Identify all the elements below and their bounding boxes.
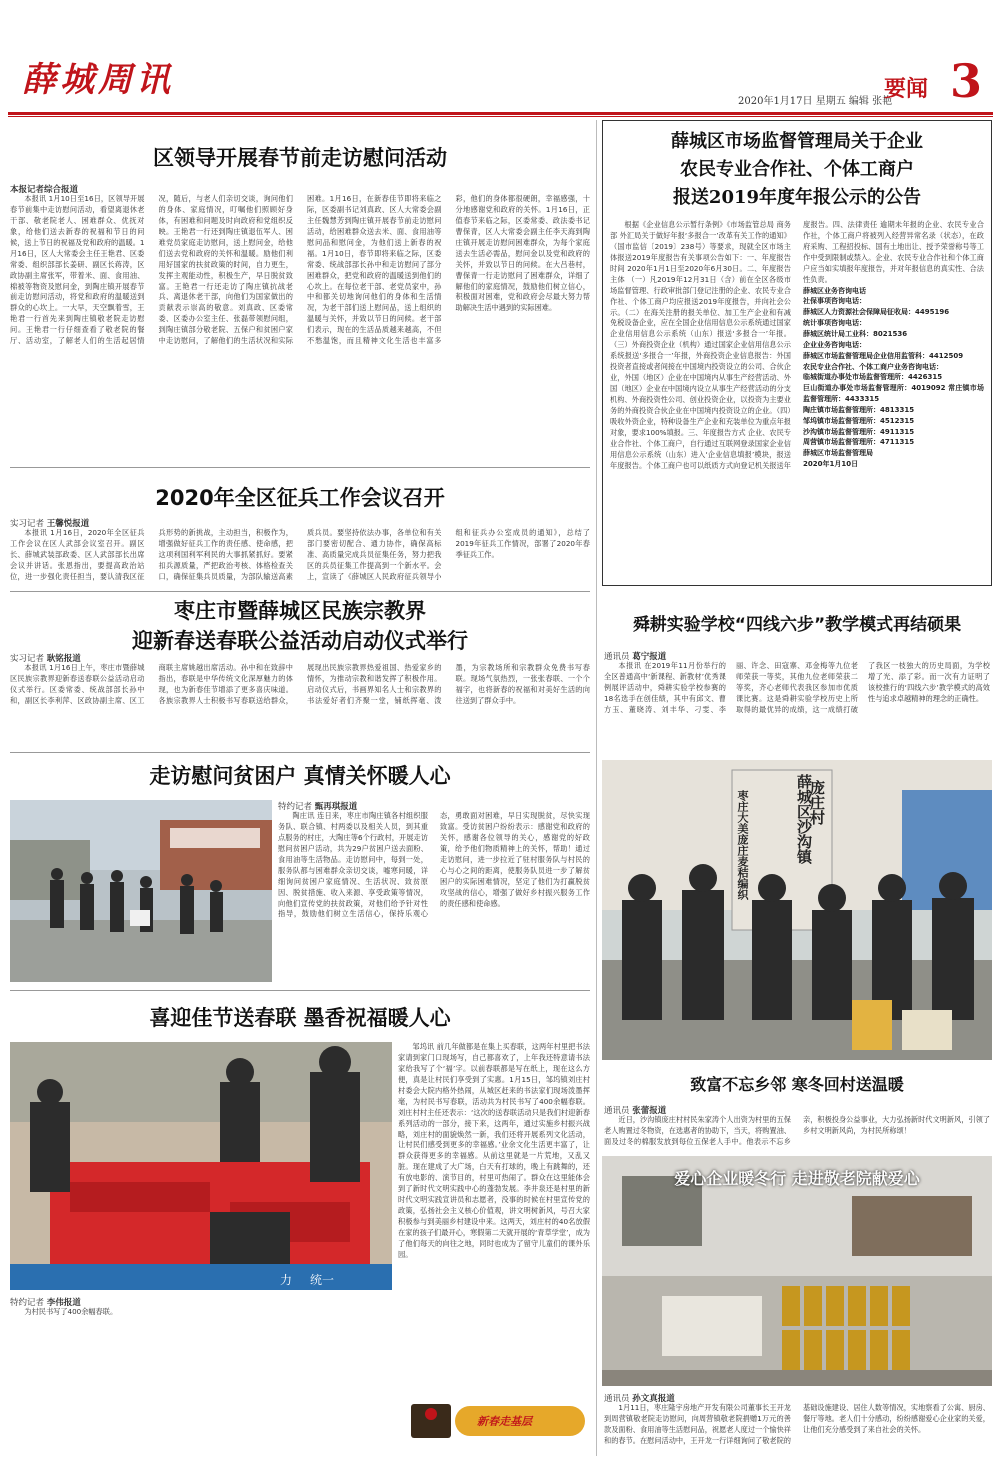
photo-banner-text-left: 力 [280, 1273, 293, 1287]
notice-contact-line: 薛城区市场监督管理局 [803, 449, 873, 458]
article2-headline: 2020年全区征兵工作会议召开 [155, 486, 445, 510]
article2-body-text: 本报讯 1月16日，2020年全区征兵工作会议在区人武部会议室召开。副区长、薛城武装部政委、区人武部部长出席会议并讲话。张恩指出，要提高政治站位，进一步强化责任担当，要认清我区征兵形势的新挑战，主动担当，积极作为，增强做好征兵工作的责任感、使命感，把这项利国利军利民的大事抓紧抓好。要紧扣兵源质量，严把政治考核、体格检查关口，确保征集兵员质量，为部队输送高素质兵员。要坚持依法办事，各单位和有关部门要密切配合、通力协作，确保高标准、高质量完成兵员征集任务，努力把我区的兵员征集工作提高到一个新水平。会上，宣读了《薛城区人民政府征兵领导小组和征兵办公室成员的通知》，总结了2019年征兵工作情况，部署了2020年春季征兵工作。 [10, 528, 590, 581]
article3-body [10, 663, 590, 745]
page-number: 3 [950, 54, 983, 108]
article7-body [604, 1115, 990, 1151]
notice-contact-line: 周营镇市场监督管理所：4711315 [803, 438, 915, 447]
article6-body-text: 本报讯 在2019年11月份举行的全区普通高中‘新课程、新教材’优秀课例展评活动中，舜耕实验学校参赛的18名选手在创佳绩，其中有邱文、曹方玉、董晓涛、刘丰华、刁雯、李丽、许念、田寇寨、邓金梅等九位老师荣获一等奖，其他九位老师荣获二等奖，齐心老师代表我区参加市优质课比赛。这是舜耕实验学校历史上所取得的最优异的成绩，这一成绩打破了我区一枝独大的历史局面，为学校增了光、添了彩。而一次有力证明了该校推行的‘四线六步’教学模式的高效性与追求卓越精神的理念的正确性。 [604, 661, 990, 714]
byline-name: 甄再琪报道 [314, 802, 358, 812]
article1-body-text: 本报讯 1月10日至16日，区领导开展春节前集中走访慰问活动，看望离退休老干部、敬老院老人、困难群众、优抚对象，给他们送去新春的祝福和节日的问候，送上节日的祝福及党和政府的温暖。1月16日，区人大常委会主任王艳君、区委常委、组织部部长姜研、副区长蒋涛，区政协副主席张军，带着米、面、食用油、棉被等物资及慰问金，到陶庄镇开展春节前走访慰问活动，将党和政府的温暖送到群众的心坎上。一大早，天空飘着雪，王艳君一行首先来到陶庄镇敬老院走访慰问。王艳君一行仔细查看了敬老院的餐厅、活动室，了解老人们的生活起居情况，随后，与老人们亲切交谈，询问他们的身体、家庭情况，叮嘱他们照顾好身体，有困难和问题及时向政府和党组织反映。王艳君一行还到陶庄镇退伍军人、困难党员家庭走访慰问，送上慰问金，给他们送去党和政府的关怀和温暖。励他们利用好国家的扶贫政策的时间，自力更生，发挥主观能动性，积极生产，早日脱贫致富。王艳君一行还走访了陶庄镇抗战老兵、离退休老干部，向他们为国家做出的贡献表示崇高的敬意。刘真政、区委常委、区委办公室主任、张磊带领慰问组，到陶庄镇部分敬老院、五保户和贫困户家中走访慰问，了解他们的生活状况和实际困难。1月16日，在新春佳节即将来临之际，区委副书记刘真政、区人大常委会副主任魏慧芳到陶庄镇开展春节前走访慰问活动，给困难群众送去米、面、食用油等慰问品和慰问金，为他们送上新春的祝福。1月10日，春节即将来临之际，区委常委、统战部部长孙中和走访慰问了部分困难群众，把党和政府的温暖送到他们的心坎上。在每位老干部、老党员家中，孙中和都关切地询问他们的身体和生活情况，为老干部们送上慰问品，送上组织的温暖与关怀，并致以节日的问候。老干部们表示，现在的生活品质越来越高，不但不愁温饱，而且精神文化生活也丰富多彩，他们的身体都很硬朗，幸福感强，十分地感谢党和政府的关怀。1月16日，正值春节来临之际，区委常委、政法委书记曹保青，区人大常委会副主任李天海到陶庄镇开展走访慰问困难群众，为每个家庭送去生活必需品，慰问金以及党和政府的关怀，并致以节日的问候。在大吕巷村，曹保青一行走访慰问了困难群众，详细了解他们的家庭情况，鼓励他们树立信心，积极面对困难，党和政府会尽最大努力帮助解决生活中遇到的实际困难。 [10, 194, 590, 346]
notice-contacts [803, 286, 984, 470]
byline-name: 孙文真报道 [632, 1394, 675, 1404]
divider [10, 591, 590, 592]
byline-label: 通讯员 [604, 652, 630, 662]
notice-title-line2: 农民专业合作社、个体工商户 [680, 158, 914, 180]
article8-body-text: 1月11日，枣庄隆宇房地产开发有限公司董事长王开龙到周营镇敬老院走访慰问，向周营镇敬老院捐赠1万元的善款及面粉、食用油等生活慰问品，祝愿老人度过一个愉快祥和的春节。在慰问活动中，王开龙一行详细询问了敬老院的基础设施建设、居住人数等情况，实地察看了公寓、厨房、餐厅等地。老人们十分感动，纷纷感谢爱心企业家的关爱，让他们充分感受到了来自社会的关怀。 [604, 1403, 990, 1445]
notice-contact-line: 陶庄镇市场监督管理所：4813315 [803, 405, 915, 414]
divider [10, 467, 590, 468]
article3-body-text: 本报讯 1月16日上午，枣庄市暨薛城区民族宗教界迎新春送春联公益活动启动仪式举行。区委常委、统战部部长孙中和，副区长李利萍、区政协副主席、区工商联主席姚越出席活动。孙中和在致辞中指出，春联是中华传统文化深厚魅力的体现，也为新春佳节增添了更多喜庆味道。各族宗教界人士积极书写春联送给群众，展现出民族宗教界热爱祖国、热爱家乡的情怀，为推动宗教和谐发挥了积极作用。启动仪式后，书画界知名人士和宗教界的书法爱好者们齐聚一堂，铺纸挥毫、泼墨，为宗教场所和宗教群众免费书写春联。现场气氛热烈，一张张春联、一个个福字，也将新春的祝福和对美好生活的向往送到了群众手中。 [10, 663, 590, 705]
photo-sign-2: 庞庄村 [808, 780, 826, 825]
byline-label: 特约记者 [10, 1298, 45, 1308]
divider [10, 990, 590, 991]
notice-title-line3: 报送2019年度年报公示的公告 [672, 186, 922, 208]
article4-body [278, 811, 590, 983]
notice-title [606, 128, 988, 212]
notice-contact-line: 薛城区人力资源社会保障局征收局：4495196 [803, 308, 950, 317]
article5-body-right [398, 1042, 590, 1290]
byline-name: 耿铭报道 [46, 654, 81, 664]
notice-contact-line: 薛城区业务咨询电话 [803, 286, 866, 295]
byline-label: 实习记者 [10, 654, 45, 664]
notice-contact-line: 薛城区统计局工业科：8021536 [803, 330, 908, 338]
footer-badge-text: 新春走基层 [477, 1415, 532, 1428]
notice-contact-line: 巨山街道办事处市场监督管理所：4019092 常庄镇市场监督管理所：4433315 [803, 384, 984, 404]
notice-contact-line: 薛城区市场监督管理局企业信用监管科：4412509 [803, 351, 964, 360]
article5-headline: 喜迎佳节送春联 墨香祝福暖人心 [149, 1006, 451, 1030]
article3-headline [10, 596, 590, 657]
notice-contact-line: 企业业务咨询电话： [803, 340, 866, 349]
article1-body [10, 194, 590, 458]
article5-body-cont: 为村民书写了400余幅春联。 [24, 1307, 118, 1316]
article4-body-text: 陶庄讯 连日来，枣庄市陶庄镇各村组织服务队、联合镇、村两委以及相关人员，到其重点服务的村庄，大陶庄等6个行政村，开展走访慰问贫困户活动，共为29户贫困户送去面粉、食用油等生活物品。走访慰问中，每到一处，服务队都与困难群众亲切交谈，嘘寒问暖，详细询问贫困户家庭情况、生活状况、致贫原因、脱贫措施、收入来源、享受政策等情况，向他们宣传党的扶贫政策，对他们给予针对性指导，鼓励他们树立生活信心，保持乐观心态，勇敢面对困难，早日实现脱贫，尽快实现致富。受访贫困户纷纷表示：感谢党和政府的关怀，感谢各位领导的关心，感谢党的好政策，给予他们物质精神上的关怀，帮助！通过走访慰问，进一步拉近了驻村服务队与村民的心与心之间的距离，使服务队员进一步了解贫困户的实际困难情况，坚定了他们为打赢脱贫攻坚战的信心，增强了做好乡村振兴服务工作的责任感和使命感。 [278, 811, 590, 919]
notice-body-text: 根据《企业信息公示暂行条例》《市场监管总局 商务部 外汇局关于做好年报‘多报合一’改革有关工作的通知》（国市监信〔2019〕238号）等要求，现就全区市场主体报送2019年度报告有关事项公告如下：一、年度报告时间 2020年1月1日至2020年6月30日。二、年度报告主体 （一）凡2019年12月31日（含）前在全区各级市场监督管理、行政审批部门登记注册的企业、农民专业合作社、个体工商户均应报送2019年度报告，并向社会公示。（二）在海关注册的报关单位、加工生产企业和有减免税设备企业，应在全国企业信用信息公示系统通过国家企业信用信息公示系统（山东）报送‘多报合一’年报。（三）外商投资企业（机构）通过国家企业信用信息公示系统报送‘多报合一’年报，外商投资企业信息报告：外国投资者直接或者间接在中国境内投资设立的公司、合伙企业，外国（地区）企业在中国境内从事生产经营活动、外国（地区）企业在中国境内设立从事生产经营活动的分支机构、外商投资性公司、创业投资企业，以投资为主要业务的外商投资合伙企业在中国境内投资设立的企业。（四）吸收外资企业，特种设备生产企业和充装单位为重点年报对象，要求100%填报。三、年度报告方式 企业、农民专业合作社、个体工商户，自行通过互联网登录国家企业信用信息公示系统（山东）进入‘企业信息填报’模块，报送年度报告。个体工商户也可以纸质方式向登记机关报送年度报告。四、法律责任 逾期未年报的企业、农民专业合作社，个体工商户将被列入经营异常名录（状态），在政府采购、工程招投标、国有土地出让、授予荣誉称号等工作中受到限制或禁入。企业、农民专业合作社和个体工商户应当如实填报年度报告，并对年报信息的真实性、合法性负责。 [610, 220, 984, 470]
masthead-rule [8, 112, 993, 115]
notice-body [610, 220, 984, 580]
byline-name: 李伟报道 [46, 1298, 81, 1308]
notice-contact-line: 2020年1月10日 [803, 460, 859, 469]
article8-body [604, 1403, 990, 1455]
article7-photo [602, 760, 992, 1060]
article5-body-bottom [10, 1307, 402, 1453]
byline-label: 通讯员 [604, 1394, 630, 1404]
article1-headline: 区领导开展春节前走访慰问活动 [153, 146, 447, 170]
article4-headline: 走访慰问贫困户 真情关怀暖人心 [149, 764, 451, 788]
byline-name: 葛宁报道 [632, 652, 667, 662]
byline-label: 特约记者 [278, 802, 313, 812]
notice-contact-line: 沙沟镇市场监督管理所：4911315 [803, 427, 915, 436]
photo-sign-1: 薛城区沙沟镇 [795, 774, 813, 864]
article6-headline: 舜耕实验学校“四线六步”教学模式再结硕果 [632, 615, 962, 635]
article3-headline-line2: 迎新春送春联公益活动启动仪式举行 [132, 629, 468, 654]
date-line: 2020年1月17日 星期五 编辑 张艳 [738, 96, 893, 107]
byline-name: 张蕾报道 [632, 1106, 667, 1116]
article7-body-text: 近日，沙沟镇庞庄村村民朱家涛个人出资为村里的五保老人购置过冬物资，在选惠者的协助下，当天，将购置油、面及过冬的棉服发放到每位五保老人手中。他表示不忘乡亲，积极投身公益事业，大力弘扬新时代文明新风，引领了乡村文明新风尚，为村民所称颂！ [604, 1115, 990, 1146]
byline-label: 实习记者 [10, 519, 45, 529]
masthead-rule-thin [8, 116, 993, 117]
article4-photo [10, 800, 272, 982]
notice-contact-line: 临城街道办事处市场监督管理所：4426315 [803, 373, 943, 382]
photo-banner-text: 统一 [310, 1273, 335, 1287]
divider [10, 752, 590, 753]
footer-badge [405, 1396, 590, 1446]
article2-body [10, 528, 590, 584]
notice-contact-line: 社保事项咨询电话： [803, 297, 866, 306]
article3-headline-line1: 枣庄市暨薛城区民族宗教界 [174, 599, 426, 623]
byline-label: 通讯员 [604, 1106, 630, 1116]
column-divider [596, 120, 597, 1456]
article8-headline: 爱心企业暖冬行 走进敬老院献爱心 [674, 1169, 920, 1188]
masthead-logo: 薛城周讯 [22, 60, 174, 100]
photo-sign-3: 枣庄大美庞庄麦秸编织 [736, 790, 749, 900]
article5-photo [10, 1042, 392, 1290]
notice-contact-line: 农民专业合作社、个体工商户业务咨询电话： [803, 362, 943, 371]
edition-label: 要闻 [884, 76, 929, 102]
notice-title-line1: 薛城区市场监督管理局关于企业 [671, 131, 923, 152]
article1-byline-text: 本报记者综合报道 [10, 185, 79, 195]
notice-contact-line: 统计事项咨询电话： [803, 319, 866, 328]
byline-name: 王馨悦报道 [46, 519, 90, 529]
article5-body-text: 邹坞讯 前几年做都是在集上买春联，这两年村里把书法家请到家门口现场写，自己都喜欢了，上年我还特意请书法家给我写了个‘福’字。以前春联都是写在纸上，现在这么方便，真是让村民们享受到了实惠。1月15日，邹坞镇刘庄村村委会大院内格外热闹，从城区赶来的书法家们现场泼墨挥毫，为村民书写春联，活动共为村民书写了400余幅春联。刘庄村村主任还表示：‘这次的送春联活动只是我们村迎新春系列活动的一部分，接下来，这两年，通过实施乡村振兴战略，刘庄村的面貌焕然一新，我们还将开展系列文化活动，让村民们感受到更多的幸福感。’业余文化生活更丰富了，让群众获得更多的幸福感。从前这里就是一片荒地，又乱又脏。现在建成了大广场，白天有打球的，晚上有跳舞的，还有放电影的、演节目的，村里可热闹了。群众在这里能体会到了新时代文明实践中心的蓬勃发展。李井泉还是村里的新时代文明实践宣讲员和志愿者，没事的时候在村里宣传党的政策，弘扬社会主义核心价值观，讲文明树新风，号召大家积极参与到美丽乡村建设中来。这两天，刘庄村的40名放假在家的孩子们最开心，寒假第二天就开展的‘青草学堂’，成为了他们每天的向往之地，同时也成为了留守儿童们的课外乐园。 [398, 1042, 590, 1259]
article8-photo [602, 1156, 992, 1386]
article7-headline: 致富不忘乡邻 寒冬回村送温暖 [690, 1075, 904, 1094]
article6-body [604, 661, 990, 747]
notice-contact-line: 邹坞镇市场监督管理所：4512315 [803, 416, 915, 425]
